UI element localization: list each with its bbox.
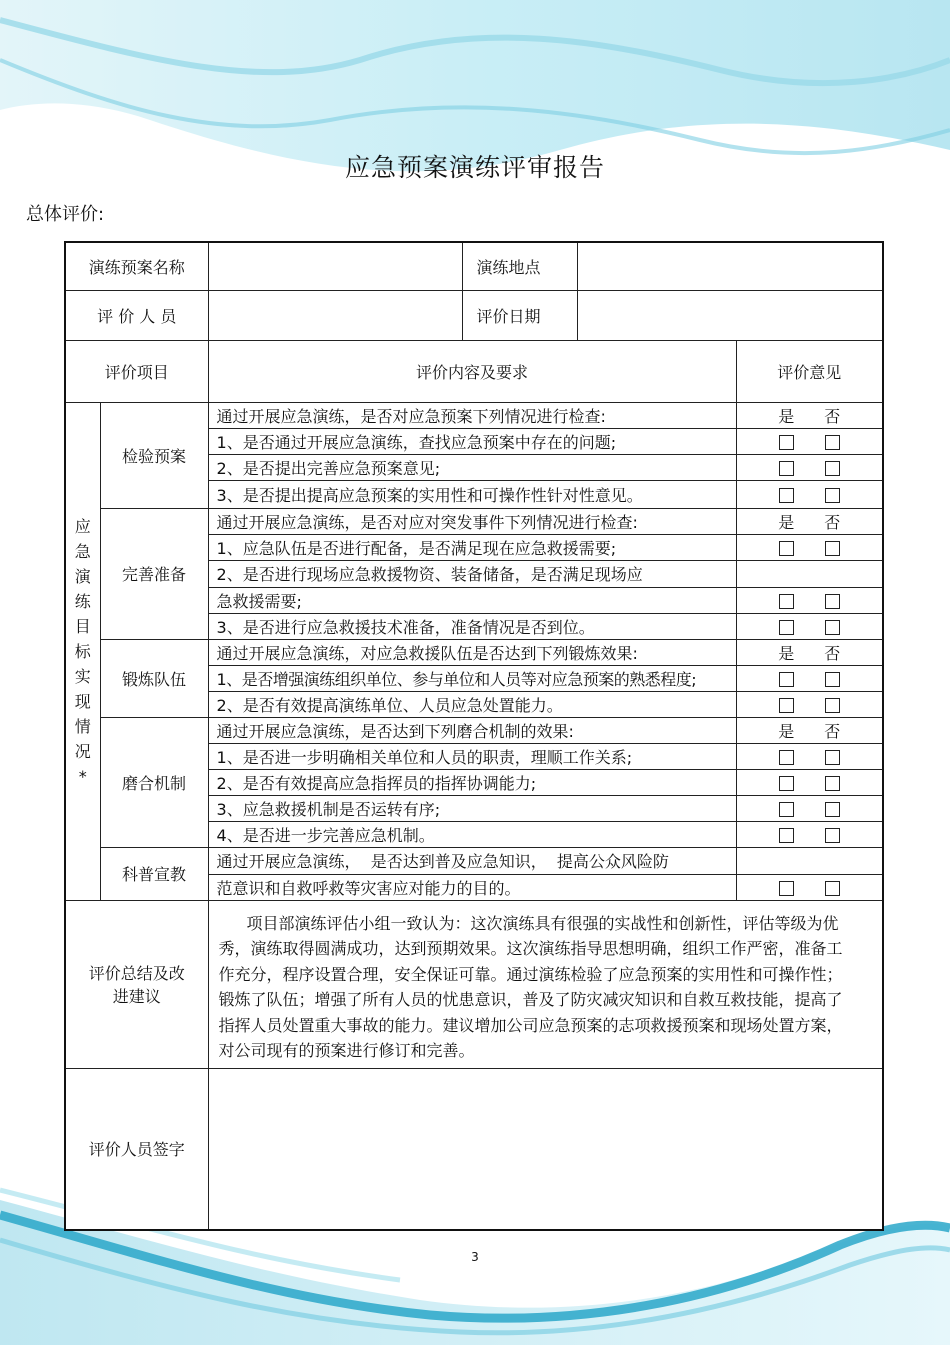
evaluation-form-table [64, 241, 884, 1231]
list-item: 2、是否进行现场应急救援物资、装备储备，是否满足现场应 [208, 560, 736, 587]
yes-no-checkboxes [736, 743, 883, 769]
location-field[interactable] [577, 242, 883, 290]
signature-field[interactable] [208, 1068, 883, 1230]
list-item: 范意识和自救呼救等灾害应对能力的目的。 [208, 874, 736, 900]
yes-no-checkboxes [736, 587, 883, 613]
table-row [65, 402, 883, 428]
evaluators-field[interactable] [208, 290, 462, 340]
list-item: 1、是否通过开展应急演练，查找应急预案中存在的问题; [208, 428, 736, 454]
group-intro: 通过开展应急演练，是否达到下列磨合机制的效果: [208, 717, 736, 743]
yes-checkbox[interactable] [779, 828, 794, 843]
yes-checkbox[interactable] [779, 594, 794, 609]
column-header-opinion: 评价意见 [736, 340, 883, 402]
yes-no-checkboxes [736, 665, 883, 691]
yes-no-header: 是 否 [736, 402, 883, 428]
group-name-science-education: 科普宣教 [100, 847, 208, 900]
no-checkbox[interactable] [825, 620, 840, 635]
group-intro: 通过开展应急演练，是否对应急预案下列情况进行检查: [208, 402, 736, 428]
yes-no-checkboxes [736, 454, 883, 480]
empty-opinion-cell [736, 847, 883, 874]
yes-checkbox[interactable] [779, 435, 794, 450]
table-row [65, 639, 883, 665]
no-checkbox[interactable] [825, 776, 840, 791]
no-checkbox[interactable] [825, 594, 840, 609]
list-item: 1、是否增强演练组织单位、参与单位和人员等对应急预案的熟悉程度; [208, 665, 736, 691]
yes-no-checkboxes [736, 534, 883, 560]
list-item: 3、是否提出提高应急预案的实用性和可操作性针对性意见。 [208, 480, 736, 508]
column-header-item: 评价项目 [65, 340, 208, 402]
list-item: 4、是否进一步完善应急机制。 [208, 821, 736, 847]
list-item: 急救援需要; [208, 587, 736, 613]
page-number: 3 [471, 1250, 479, 1264]
yes-no-header: 是 否 [736, 639, 883, 665]
date-label: 评价日期 [462, 290, 577, 340]
list-item: 2、是否有效提高应急指挥员的指挥协调能力; [208, 769, 736, 795]
no-checkbox[interactable] [825, 698, 840, 713]
empty-opinion-cell [736, 560, 883, 587]
yes-checkbox[interactable] [779, 541, 794, 556]
date-field[interactable] [577, 290, 883, 340]
no-checkbox[interactable] [825, 541, 840, 556]
yes-no-checkboxes [736, 613, 883, 639]
no-checkbox[interactable] [825, 802, 840, 817]
list-item: 3、是否进行应急救援技术准备，准备情况是否到位。 [208, 613, 736, 639]
overall-evaluation-label: 总体评价: [26, 204, 105, 225]
group-name-improve-preparation: 完善准备 [100, 508, 208, 639]
summary-label: 评价总结及改 进建议 [65, 900, 208, 1068]
group-name-train-team: 锻炼队伍 [100, 639, 208, 717]
table-row [65, 717, 883, 743]
summary-text[interactable]: 项目部演练评估小组一致认为：这次演练具有很强的实战性和创新性，评估等级为优秀，演练取得圆满成功，达到预期效果。这次演练指导思想明确，组织工作严密，准备工作充分，程序设置合理，安全保证可靠。通过演练检验了应急预案的实用性和可操作性；锻炼了队伍；增强了所有人员的忧患意识，普及了防灾减灾知识和自救互救技能，提高了指挥人员处置重大事故的能力。建议增加公司应急预案的志项救援预案和现场处置方案，对公司现有的预案进行修订和完善。 [208, 900, 883, 1068]
yes-checkbox[interactable] [779, 672, 794, 687]
no-checkbox[interactable] [825, 461, 840, 476]
group-intro: 通过开展应急演练，对应急救援队伍是否达到下列锻炼效果: [208, 639, 736, 665]
yes-no-checkboxes [736, 874, 883, 900]
no-checkbox[interactable] [825, 488, 840, 503]
summary-row [65, 900, 883, 1068]
yes-checkbox[interactable] [779, 620, 794, 635]
yes-checkbox[interactable] [779, 881, 794, 896]
group-intro: 通过开展应急演练，是否对应对突发事件下列情况进行检查: [208, 508, 736, 534]
no-checkbox[interactable] [825, 828, 840, 843]
yes-checkbox[interactable] [779, 776, 794, 791]
column-header-content: 评价内容及要求 [208, 340, 736, 402]
no-checkbox[interactable] [825, 435, 840, 450]
yes-no-header: 是 否 [736, 717, 883, 743]
yes-checkbox[interactable] [779, 750, 794, 765]
yes-no-checkboxes [736, 769, 883, 795]
list-item: 通过开展应急演练， 是否达到普及应急知识， 提高公众风险防 [208, 847, 736, 874]
table-row [65, 847, 883, 874]
list-item: 2、是否有效提高演练单位、人员应急处置能力。 [208, 691, 736, 717]
page-title: 应急预案演练评审报告 [344, 153, 605, 182]
no-checkbox[interactable] [825, 881, 840, 896]
no-checkbox[interactable] [825, 750, 840, 765]
group-name-inspect-plan: 检验预案 [100, 402, 208, 508]
group-name-mechanism: 磨合机制 [100, 717, 208, 847]
table-row [65, 508, 883, 534]
no-checkbox[interactable] [825, 672, 840, 687]
plan-name-field[interactable] [208, 242, 462, 290]
signature-row [65, 1068, 883, 1230]
signature-label: 评价人员签字 [65, 1068, 208, 1230]
yes-no-checkboxes [736, 428, 883, 454]
yes-checkbox[interactable] [779, 488, 794, 503]
plan-name-label: 演练预案名称 [65, 242, 208, 290]
yes-no-header: 是 否 [736, 508, 883, 534]
evaluators-label: 评 价 人 员 [65, 290, 208, 340]
list-item: 1、是否进一步明确相关单位和人员的职责，理顺工作关系; [208, 743, 736, 769]
yes-no-checkboxes [736, 795, 883, 821]
evaluators-row [65, 290, 883, 340]
target-section-label: 应 急 演 练 目 标 实 现 情 况 * [65, 402, 100, 900]
plan-name-row [65, 242, 883, 290]
yes-checkbox[interactable] [779, 698, 794, 713]
yes-no-checkboxes [736, 821, 883, 847]
yes-checkbox[interactable] [779, 802, 794, 817]
column-header-row [65, 340, 883, 402]
location-label: 演练地点 [462, 242, 577, 290]
list-item: 2、是否提出完善应急预案意见; [208, 454, 736, 480]
list-item: 1、应急队伍是否进行配备，是否满足现在应急救援需要; [208, 534, 736, 560]
yes-no-checkboxes [736, 480, 883, 508]
yes-no-checkboxes [736, 691, 883, 717]
list-item: 3、应急救援机制是否运转有序; [208, 795, 736, 821]
yes-checkbox[interactable] [779, 461, 794, 476]
